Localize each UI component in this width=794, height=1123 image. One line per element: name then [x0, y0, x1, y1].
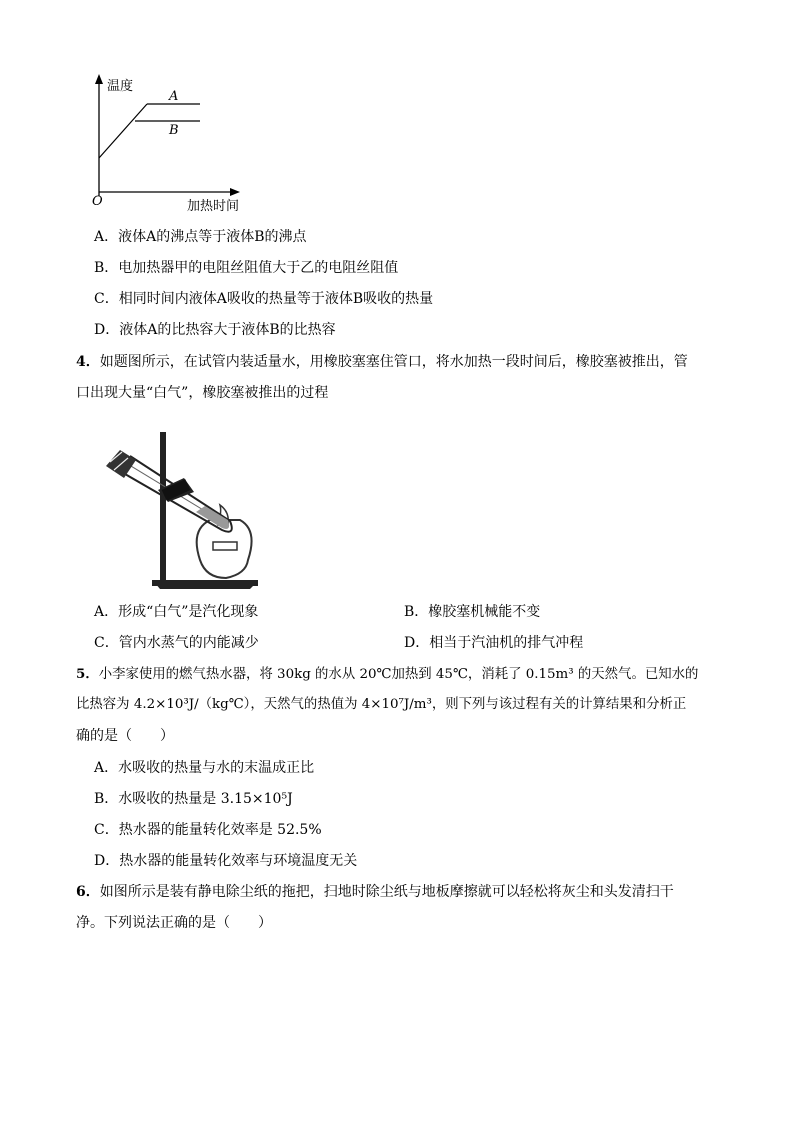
q4-number: 4． — [76, 354, 100, 370]
q5-option-d: D．热水器的能量转化效率与环境温度无关 — [94, 853, 358, 869]
q6-number: 6． — [76, 884, 100, 900]
q3-option-d: D．液体A的比热容大于液体B的比热容 — [94, 322, 336, 338]
graph-label-a: A — [169, 89, 179, 104]
q4-option-c: C．管内水蒸气的内能减少 — [94, 635, 259, 651]
q5-stem-line2: 比热容为 4.2×10³J/（kg℃），天然气的热值为 4×10⁷J/m³，则下列与该过程有关的计算结果和分析正 — [76, 697, 687, 712]
q6-text-1: 如图所示是装有静电除尘纸的拖把，扫地时除尘纸与地板摩擦就可以轻松将灰尘和头发清扫干 — [99, 884, 674, 900]
q6-stem-line2: 净。下列说法正确的是（ ） — [76, 915, 272, 931]
graph-y-label: 温度 — [107, 79, 134, 94]
q4-option-a: A．形成“白气”是汽化现象 — [94, 604, 259, 620]
graph-origin: O — [92, 194, 103, 209]
q5-text-1: 小李家使用的燃气热水器，将 30kg 的水从 20℃加热到 45℃，消耗了 0.15m³ 的天然气。已知水的 — [98, 667, 699, 682]
q5-stem-line1 — [76, 665, 698, 684]
q5-number: 5． — [76, 666, 99, 682]
q3-option-a: A．液体A的沸点等于液体B的沸点 — [94, 229, 307, 245]
q6-stem-line1 — [76, 883, 674, 901]
q5-option-b: B．水吸收的热量是 3.15×10⁵J — [94, 791, 293, 807]
q4-option-b: B．橡胶塞机械能不变 — [404, 604, 541, 620]
q4-text-1: 如题图所示，在试管内装适量水，用橡胶塞塞住管口，将水加热一段时间后，橡胶塞被推出，管 — [99, 354, 688, 370]
q5-option-c: C．热水器的能量转化效率是 52.5% — [94, 822, 322, 838]
graph-x-label: 加热时间 — [187, 199, 240, 214]
q5-option-a: A．水吸收的热量与水的末温成正比 — [94, 760, 315, 776]
q3-option-b: B．电加热器甲的电阻丝阻值大于乙的电阻丝阻值 — [94, 260, 399, 276]
graph-label-b: B — [169, 123, 179, 138]
q4-stem-line2: 口出现大量“白气”，橡胶塞被推出的过程 — [76, 385, 329, 401]
q3-option-c: C．相同时间内液体A吸收的热量等于液体B吸收的热量 — [94, 291, 434, 307]
q5-stem-line3: 确的是（ ） — [76, 728, 174, 744]
q4-option-d: D．相当于汽油机的排气冲程 — [404, 635, 584, 651]
